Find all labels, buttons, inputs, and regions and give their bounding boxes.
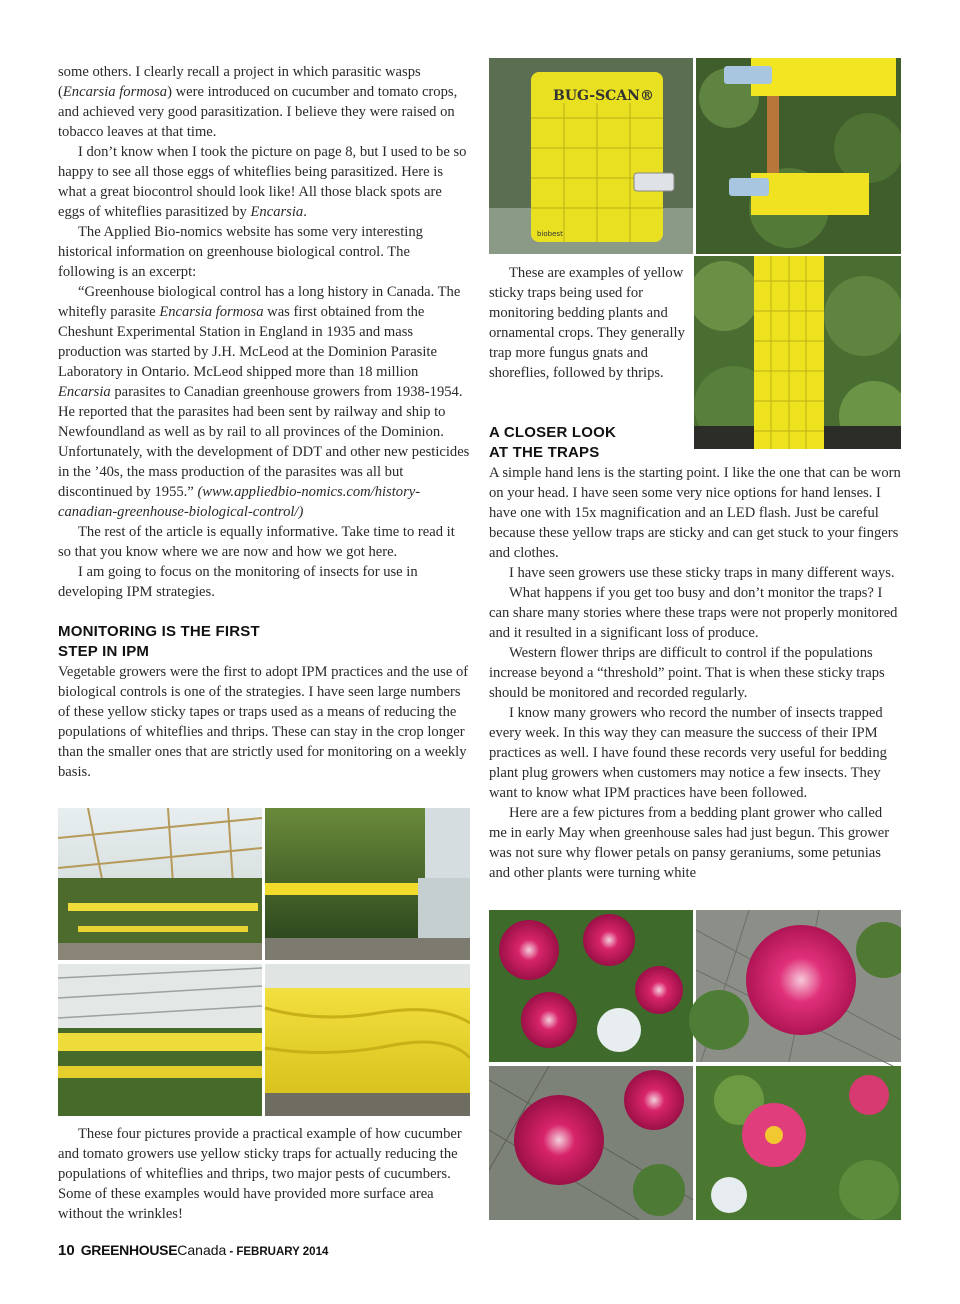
greenhouse-photo-grid — [58, 808, 470, 1116]
page-number: 10 — [58, 1242, 75, 1259]
magazine-name: GREENHOUSE — [80, 1242, 178, 1258]
source-link[interactable]: (www.appliedbio-nomics.com/history-canadian-greenhouse-biological-control/) — [58, 484, 421, 520]
trap-photos — [489, 58, 901, 254]
quote-paragraph: “Greenhouse biological control has a long history in Canada. The whitefly parasite Encarsia formosa was first obtained from the Cheshunt Experimental Station in England in 1935 and mass production was started by J.H. McLeod at the Dominion Parasite Laboratory in Ontario. McLeod shipped more than 18 million Encarsia parasites to Canadian greenhouse growers from 1938-1954. He reported that the parasites had been sent by railway and ship to Newfoundland as well as by rail to all provinces of the Dominion. Unfortunately, with the development of DDT and other new pesticides in the ’40s, the mass production of the parasites was all but discontinued by 1955.” (www.appliedbio-nomics.com/history-canadian-greenhouse-biological-control/) — [58, 284, 470, 520]
right-column — [489, 423, 901, 883]
paragraph: I don’t know when I took the picture on page 8, but I used to be so happy to see all those eggs of whiteflies being parasitized. Here is what a great biocontrol should look like! All those black spots are eggs of whiteflies parasitized by Encarsia. — [58, 144, 467, 220]
section-heading: A CLOSER LOOK AT THE TRAPS — [489, 424, 617, 461]
paragraph: The Applied Bio-nomics website has some very interesting historical information on greenhouse biological control. The following is an excerpt: — [58, 224, 423, 280]
paragraph: Western flower thrips are difficult to control if the populations increase beyond a “threshold” point. That is when these sticky traps should be monitored and recorded regularly. — [489, 645, 885, 701]
paragraph: I have seen growers use these sticky traps in many different ways. — [509, 565, 895, 581]
page-footer — [58, 1242, 328, 1262]
paragraph: The rest of the article is equally informative. Take time to read it so that you know where we are now and how we got here. — [58, 524, 455, 560]
paragraph: A simple hand lens is the starting point. I like the one that can be worn on your head. I have seen some very nice options for hand lenses. I have one with 15x magnification and an LED flash. Just be careful because these yellow traps are sticky and can get stuck to your fingers and clothes. — [489, 465, 901, 561]
greenhouse-photos — [58, 808, 470, 1116]
trap-caption: These are examples of yellow sticky traps being used for monitoring bedding plants and ornamental crops. They generally trap more fungus gnats and shoreflies, followed by thrips. — [489, 265, 685, 381]
sticky-trap-photos — [489, 58, 901, 254]
section-heading: MONITORING IS THE FIRST STEP IN IPM — [58, 623, 260, 660]
flower-photo-grid — [489, 910, 901, 1220]
magazine-name-suffix: Canada — [177, 1242, 227, 1258]
issue-date: - FEBRUARY 2014 — [229, 1246, 329, 1258]
paragraph: some others. I clearly recall a project in which parasitic wasps (Encarsia formosa) were introduced on cucumber and tomato crops, and achieved very good parasitization. I believe they were raised on tobacco leaves at that time. — [58, 64, 458, 140]
paragraph: What happens if you get too busy and don’t monitor the traps? I can share many stories where these traps were not properly monitored and it resulted in a significant loss of produce. — [489, 585, 898, 641]
left-column — [58, 62, 470, 782]
paragraph: Vegetable growers were the first to adopt IPM practices and the use of biological controls is one of the strategies. I have seen large numbers of these yellow sticky tapes or traps used as a means of reducing the populations of whiteflies and thrips. These can stay in the crop longer than the smaller ones that are strictly used for monitoring on a weekly basis. — [58, 664, 469, 780]
paragraph: I am going to focus on the monitoring of insects for use in developing IPM strategies. — [58, 564, 418, 600]
flower-photos — [489, 910, 901, 1220]
photo-caption: These four pictures provide a practical example of how cucumber and tomato growers use yellow sticky traps for actually reducing the populations of whiteflies and thrips, two major pests of cucumbers. Some of these examples would have provided more surface area without the wrinkles! — [58, 1126, 462, 1222]
trap-in-crop — [694, 256, 901, 449]
paragraph: I know many growers who record the number of insects trapped every week. In this way they can measure the success of their IPM practices as well. I have found these records very useful for bedding plant plug growers when customers may notice a few insects. They want to know what IPM practices have been followed. — [489, 705, 887, 801]
yellow-trap-photo — [694, 256, 901, 449]
svg-text:biobest: biobest — [537, 230, 563, 238]
paragraph: Here are a few pictures from a bedding plant grower who called me in early May when greenhouse sales had just begun. This grower was not sure why flower petals on pansy geraniums, some petunias and other plants were turning white — [489, 805, 890, 881]
trap-brand-label: BUG-SCAN® — [553, 88, 654, 104]
